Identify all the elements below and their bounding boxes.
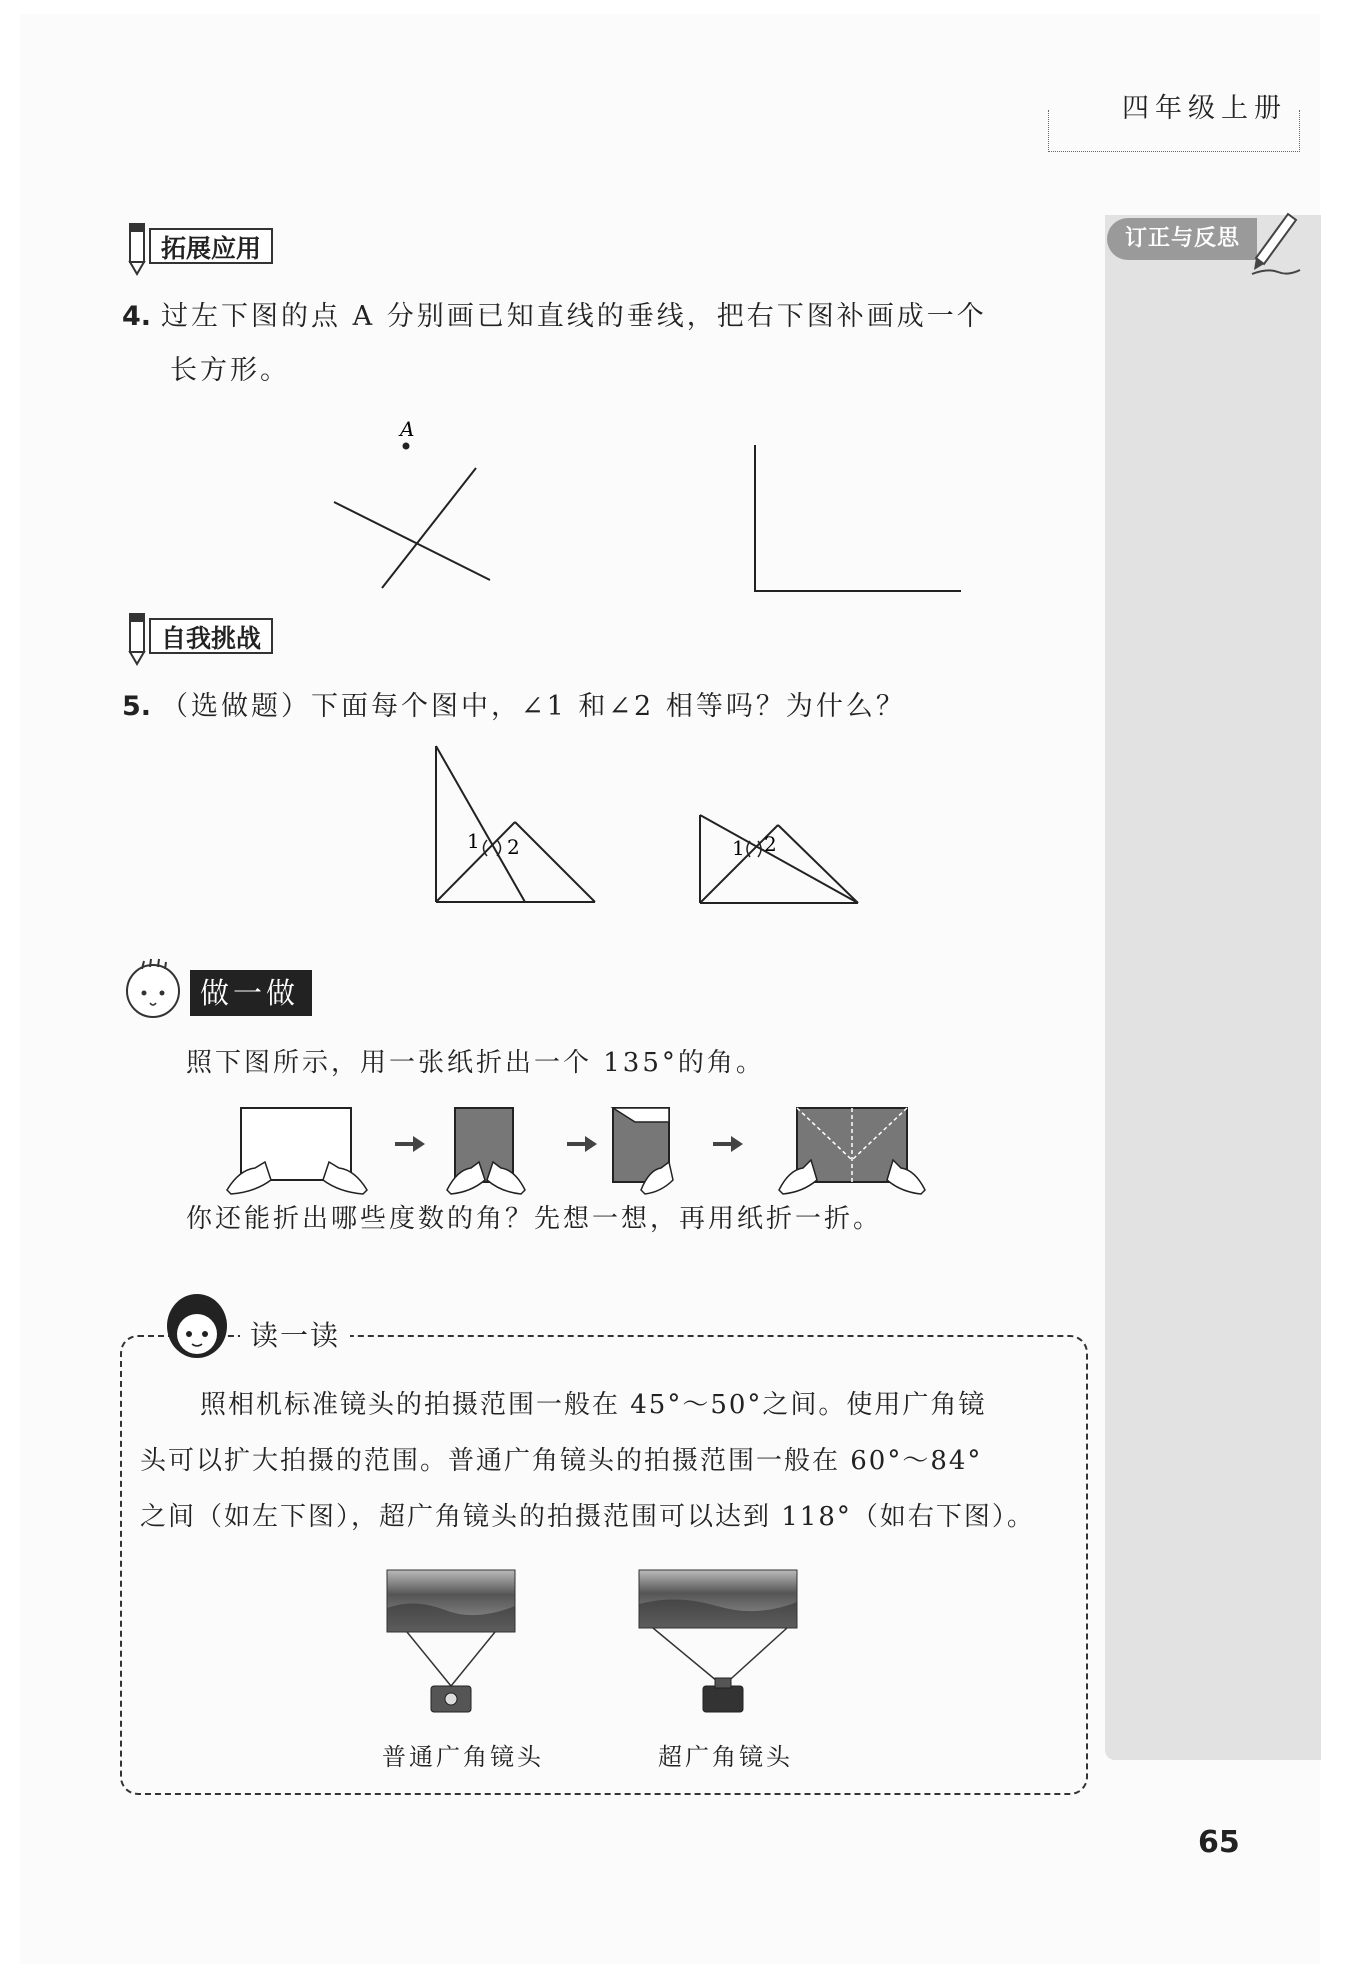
girl-avatar-icon bbox=[162, 1290, 232, 1362]
page-number: 65 bbox=[1198, 1825, 1240, 1860]
right-angle-lines bbox=[755, 445, 961, 591]
fold-step-1 bbox=[227, 1108, 367, 1194]
section-challenge-title: 自我挑战 bbox=[149, 618, 273, 654]
question-number: 4. bbox=[122, 301, 152, 332]
pencil-icon bbox=[125, 608, 149, 666]
arrow-right-icon bbox=[713, 1136, 743, 1152]
crossing-lines-figure bbox=[320, 410, 500, 595]
caption-ultra-wide: 超广角镜头 bbox=[658, 1743, 793, 1771]
read-paragraph-line3: 之间（如左下图），超广角镜头的拍摄范围可以达到 118°（如右下图）。 bbox=[140, 1502, 1035, 1532]
wide-angle-lens-figure bbox=[385, 1568, 520, 1718]
triangle-figure-left bbox=[425, 740, 605, 910]
try-title: 做一做 bbox=[190, 970, 312, 1016]
ultra-wide-lens-figure bbox=[637, 1568, 802, 1718]
fold-step-4 bbox=[779, 1108, 925, 1194]
angle-1-label: 1 bbox=[467, 829, 480, 853]
section-challenge bbox=[125, 618, 305, 658]
read-paragraph-line1: 照相机标准镜头的拍摄范围一般在 45°～50°之间。使用广角镜 bbox=[200, 1390, 987, 1420]
read-title: 读一读 bbox=[240, 1314, 350, 1354]
question-5 bbox=[122, 680, 906, 734]
right-angle-figure bbox=[745, 435, 975, 595]
fold-step-2 bbox=[447, 1108, 525, 1194]
line-1 bbox=[334, 502, 490, 580]
angle-2-label: 2 bbox=[507, 835, 520, 859]
question-4-line1 bbox=[122, 290, 987, 344]
question-4-line2: 长方形。 bbox=[170, 355, 290, 386]
read-paragraph-line2: 头可以扩大拍摄的范围。普通广角镜头的拍摄范围一般在 60°～84° bbox=[140, 1446, 983, 1476]
question-text: 过左下图的点 A 分别画已知直线的垂线，把右下图补画成一个 bbox=[161, 301, 987, 332]
triangle-figure-right bbox=[690, 805, 870, 910]
section-extend bbox=[125, 228, 305, 268]
arrow-right-icon bbox=[567, 1136, 597, 1152]
caption-wide-angle: 普通广角镜头 bbox=[382, 1743, 544, 1771]
point-a-label: A bbox=[400, 417, 415, 441]
sidebar-tab-label: 订正与反思 bbox=[1125, 226, 1241, 251]
question-number: 5. bbox=[122, 691, 152, 722]
grade-label: 四年级上册 bbox=[1048, 110, 1300, 152]
correction-sidebar bbox=[1105, 215, 1321, 1760]
pen-icon bbox=[1248, 208, 1304, 280]
angle-1-label: 1 bbox=[732, 836, 745, 860]
point-a bbox=[403, 443, 410, 450]
camera-icon bbox=[703, 1686, 743, 1712]
fold-step-3 bbox=[613, 1108, 673, 1194]
angle-2-label: 2 bbox=[764, 832, 777, 856]
arrow-right-icon bbox=[395, 1136, 425, 1152]
sidebar-tab bbox=[1107, 218, 1257, 260]
section-extend-title: 拓展应用 bbox=[149, 228, 273, 264]
try-followup: 你还能折出哪些度数的角？先想一想，再用纸折一折。 bbox=[186, 1204, 883, 1234]
paper-folding-steps bbox=[225, 1100, 945, 1195]
pencil-icon bbox=[125, 218, 149, 276]
question-text: （选做题）下面每个图中，∠1 和∠2 相等吗？为什么？ bbox=[161, 691, 906, 722]
try-instruction: 照下图所示，用一张纸折出一个 135°的角。 bbox=[186, 1048, 765, 1078]
cartoon-face-icon bbox=[120, 955, 186, 1021]
line-2 bbox=[382, 468, 476, 588]
